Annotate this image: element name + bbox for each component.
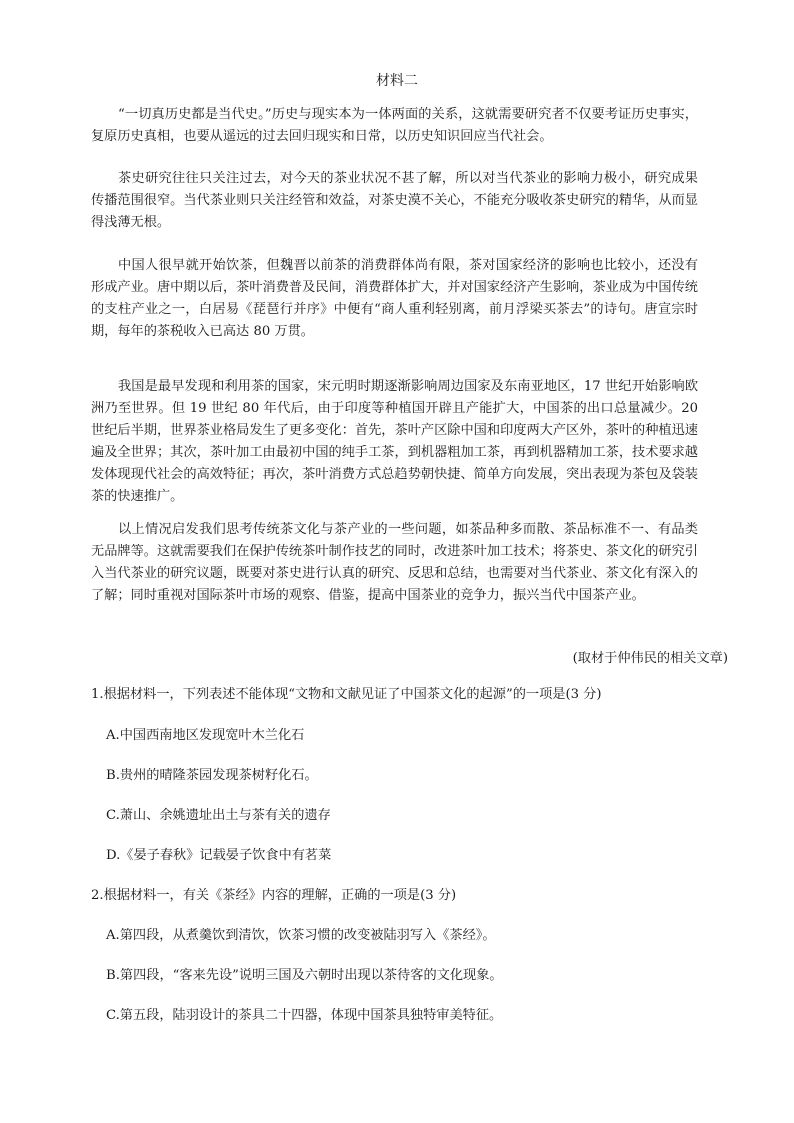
paragraph-2: 茶史研究往往只关注过去，对今天的茶业状况不甚了解，所以对当代茶业的影响力极小，研究成果传播范围很窄。当代茶业则只关注经管和效益，对茶史漠不关心，不能充分吸收茶史研究的精华，从而显得浅薄无根。 <box>91 171 698 230</box>
question-1-option-a: A.中国西南地区发现宽叶木兰化石 <box>106 728 305 743</box>
source-citation: (取材于仲伟民的相关文章) <box>572 651 728 666</box>
question-1-option-c: C.萧山、余姚遗址出土与茶有关的遗存 <box>106 808 331 823</box>
paragraph-4: 我国是最早发现和利用茶的国家，宋元明时期逐渐影响周边国家及东南亚地区，17 世纪开始影响欧洲乃至世界。但 19 世纪 80 年代后，由于印度等种植国开辟且产能扩大，中国茶的出口总量减少。20 世纪后半期，世界茶业格局发生了更多变化：首先，茶叶产区除中国和印度两大产区外，茶叶的种植迅速遍及全世界；其次，茶叶加工由最初中国的纯手工茶，到机器粗加工茶，再到机器精加工茶，技术要求越发体现现代社会的高效特征；再次，茶叶消费方式总趋势朝快捷、简单方向发展，突出表现为茶包及袋装茶的快速推广。 <box>91 379 698 504</box>
question-2-option-b: B.第四段，“客来先设”说明三国及六朝时出现以茶待客的文化现象。 <box>106 968 503 983</box>
material-title: 材料二 <box>376 73 418 89</box>
paragraph-5: 以上情况启发我们思考传统茶文化与茶产业的一些问题，如茶品种多而散、茶品标准不一、有品类无品牌等。这就需要我们在保护传统茶叶制作技艺的同时，改进茶叶加工技术；将茶史、茶文化的研究引入当代茶业的研究议题，既要对茶史进行认真的研究、反思和总结，也需要对当代茶业、茶文化有深入的了解；同时重视对国际茶叶市场的观察、借鉴，提高中国茶业的竞争力，振兴当代中国茶产业。 <box>91 522 698 603</box>
question-2-option-c: C.第五段，陆羽设计的茶具二十四器，体现中国茶具独特审美特征。 <box>106 1008 503 1023</box>
question-2-stem: 2.根据材料一，有关《茶经》内容的理解，正确的一项是(3 分) <box>91 888 457 903</box>
paragraph-3: 中国人很早就开始饮茶，但魏晋以前茶的消费群体尚有限，茶对国家经济的影响也比较小，还没有形成产业。唐中期以后，茶叶消费普及民间，消费群体扩大，并对国家经济产生影响，茶业成为中国传统的支柱产业之一，白居易《琵琶行并序》中便有“商人重利轻别离，前月浮梁买茶去”的诗句。唐宣宗时期，每年的茶税收入已高达 80 万贯。 <box>91 258 698 339</box>
question-1-stem: 1.根据材料一，下列表述不能体现“文物和文献见证了中国茶文化的起源”的一项是(3 分) <box>91 687 602 702</box>
question-2-option-a: A.第四段，从煮羹饮到清饮，饮茶习惯的改变被陆羽写入《茶经》。 <box>106 928 496 943</box>
question-1-option-d: D.《晏子春秋》记载晏子饮食中有茗菜 <box>106 848 332 863</box>
question-1-option-b: B.贵州的晴隆茶园发现茶树籽化石。 <box>106 768 318 783</box>
paragraph-1: “一切真历史都是当代史。”历史与现实本为一体两面的关系，这就需要研究者不仅要考证历史事实，复原历史真相，也要从遥远的过去回归现实和日常，以历史知识回应当代社会。 <box>91 107 698 144</box>
